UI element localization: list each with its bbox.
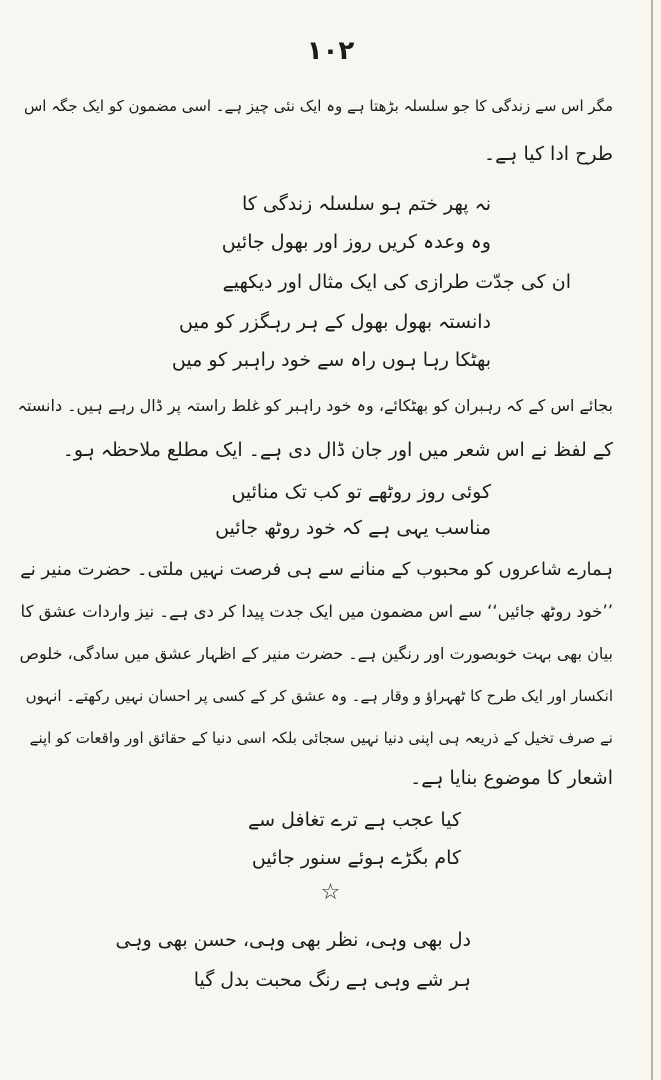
verse-line: نہ پھر ختم ہو سلسلہ زندگی کا [242, 193, 491, 215]
text-line: ان کی جدّت طرازی کی ایک مثال اور دیکھیے [222, 271, 571, 293]
star-separator-icon: ☆ [320, 880, 341, 905]
verse-line: بھٹکا رہا ہوں راہ سے خود راہبر کو میں [171, 349, 491, 371]
page-edge [651, 0, 653, 1080]
verse-line: کام بگڑے ہوئے سنور جائیں [251, 847, 461, 869]
text-line: کے لفظ نے اس شعر میں اور جان ڈال دی ہے۔ ایک مطلع ملاحظہ ہو۔ [62, 439, 613, 461]
text-line: طرح ادا کیا ہے۔ [484, 143, 613, 165]
verse-line: وہ وعدہ کریں روز اور بھول جائیں [221, 231, 491, 253]
text-line: اشعار کا موضوع بنایا ہے۔ [410, 767, 613, 789]
text-line: انکسار اور ایک طرح کا ٹھہراؤ و وقار ہے۔ وہ عشق کر کے کسی پر احسان نہیں رکھتے۔ انہوں [25, 687, 613, 705]
verse-line: کوئی روز روٹھے تو کب تک منائیں [231, 481, 491, 503]
text-line: ہمارے شاعروں کو محبوب کے منانے سے ہی فرصت نہیں ملتی۔ حضرت منیر نے [20, 559, 613, 580]
text-line: بیان بھی بہت خوبصورت اور رنگین ہے۔ حضرت منیر کے اظہار عشق میں سادگی، خلوص [19, 644, 613, 663]
verse-line: دانستہ بھول بھول کے ہر رہگزر کو میں [179, 311, 491, 333]
page-number: ۱۰۲ [306, 36, 355, 66]
text-line: مگر اس سے زندگی کا جو سلسلہ بڑھتا ہے وہ ایک نئی چیز ہے۔ اسی مضمون کو ایک جگہ اس [23, 97, 613, 115]
verse-line: کیا عجب ہے ترے تغافل سے [248, 809, 461, 831]
verse-line: ہر شے وہی ہے رنگ محبت بدل گیا [193, 969, 471, 991]
verse-line: مناسب یہی ہے کہ خود روٹھ جائیں [215, 517, 491, 539]
text-line: بجائے اس کے کہ رہبران کو بھٹکائے، وہ خود راہبر کو غلط راستہ پر ڈال رہے ہیں۔ دانستہ [17, 396, 613, 415]
text-line: نے صرف تخیل کے ذریعہ ہی اپنی دنیا نہیں سجائی بلکہ اسی دنیا کے حقائق اور واقعات کو اپنے [29, 729, 613, 747]
verse-line: دل بھی وہی، نظر بھی وہی، حسن بھی وہی [115, 929, 471, 951]
text-line: ’’خود روٹھ جائیں‘‘ سے اس مضمون میں ایک جدت پیدا کر دی ہے۔ نیز واردات عشق کا [20, 602, 613, 621]
